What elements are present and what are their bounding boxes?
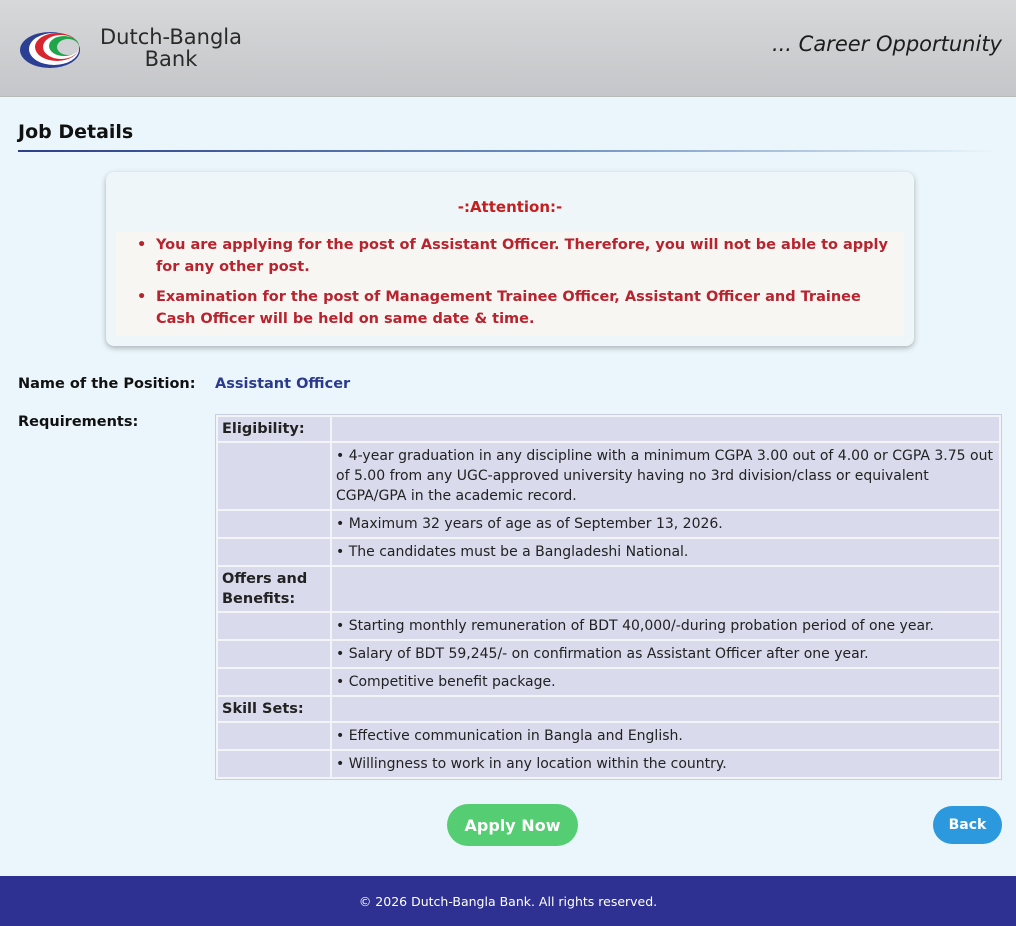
page-title: Job Details: [18, 121, 134, 143]
section-heading-skills: Skill Sets:: [218, 697, 330, 721]
table-cell: [218, 443, 330, 509]
section-heading-eligibility: Eligibility:: [218, 417, 330, 441]
table-cell: [332, 697, 999, 721]
table-row: [218, 697, 999, 721]
table-cell: [218, 613, 330, 639]
table-row: [218, 511, 999, 537]
header-tagline: ... Career Opportunity: [771, 32, 1002, 56]
section-heading-offers: Offers and Benefits:: [218, 567, 330, 611]
table-cell: [218, 511, 330, 537]
requirement-item: • Competitive benefit package.: [332, 669, 999, 695]
table-row: [218, 751, 999, 777]
requirements-table: [215, 414, 1002, 780]
position-label: Name of the Position:: [18, 376, 196, 392]
table-row: [218, 613, 999, 639]
attention-item: • Examination for the post of Management Trainee Officer, Assistant Officer and Trainee Cash Officer will be held on same date & time.: [156, 286, 890, 330]
requirement-item: • Effective communication in Bangla and English.: [332, 723, 999, 749]
requirement-item: • Salary of BDT 59,245/- on confirmation as Assistant Officer after one year.: [332, 641, 999, 667]
table-cell: [218, 751, 330, 777]
table-row: [218, 641, 999, 667]
footer-copyright: © 2026 Dutch-Bangla Bank. All rights reserved.: [358, 894, 658, 909]
table-cell: [218, 539, 330, 565]
logo-wordmark: [86, 26, 256, 70]
position-value: Assistant Officer: [215, 376, 351, 392]
attention-list: [116, 232, 904, 336]
table-row: [218, 723, 999, 749]
table-cell: [218, 723, 330, 749]
table-cell: [332, 417, 999, 441]
site-footer: [0, 876, 1016, 926]
attention-title: -:Attention:-: [457, 198, 563, 216]
table-cell: [332, 567, 999, 611]
requirement-item: • 4-year graduation in any discipline with a minimum CGPA 3.00 out of 4.00 or CGPA 3.75 out of 5.00 from any UGC-approved university having no 3rd division/class or equivalent CGPA/GPA in the academic record.: [332, 443, 999, 509]
back-button[interactable]: Back: [933, 806, 1002, 844]
requirement-item: • Willingness to work in any location within the country.: [332, 751, 999, 777]
attention-notice: [106, 172, 914, 346]
logo-name-line1: Dutch-Bangla: [99, 25, 243, 49]
attention-item: • You are applying for the post of Assistant Officer. Therefore, you will not be able to apply for any other post.: [156, 234, 890, 278]
title-divider: [18, 150, 998, 152]
table-row: [218, 443, 999, 509]
site-header: [0, 0, 1016, 97]
apply-now-button[interactable]: Apply Now: [447, 804, 578, 846]
table-cell: [218, 641, 330, 667]
table-cell: [218, 669, 330, 695]
table-row: [218, 417, 999, 441]
table-row: [218, 669, 999, 695]
requirements-label: Requirements:: [18, 414, 139, 430]
table-row: [218, 539, 999, 565]
dbbl-swoosh-icon: [16, 26, 86, 70]
requirement-item: • Starting monthly remuneration of BDT 40,000/-during probation period of one year.: [332, 613, 999, 639]
requirement-item: • Maximum 32 years of age as of September 13, 2026.: [332, 511, 999, 537]
logo-name-line2: Bank: [144, 47, 198, 71]
requirement-item: • The candidates must be a Bangladeshi National.: [332, 539, 999, 565]
bank-logo[interactable]: [16, 22, 256, 76]
table-row: [218, 567, 999, 611]
